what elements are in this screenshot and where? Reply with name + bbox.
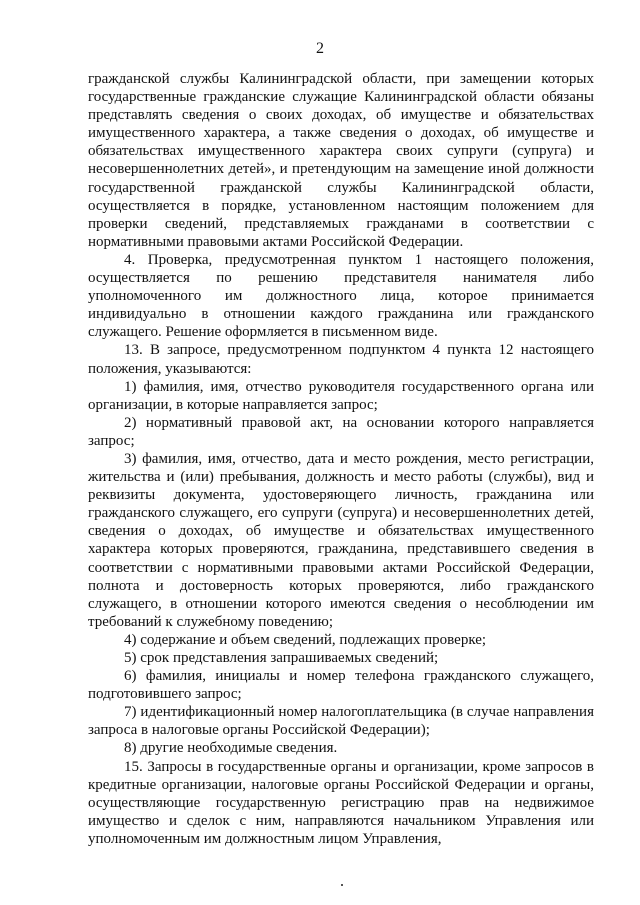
- subitem-7: 7) идентификационный номер налогоплательщика (в случае направления запроса в налоговые органы Российской Федерации);: [88, 704, 594, 739]
- paragraph-item-13: 13. В запросе, предусмотренном подпунктом 4 пункта 12 настоящего положения, указываются:: [88, 342, 594, 377]
- paragraph-continuation: гражданской службы Калининградской области, при замещении которых государственные гражданские служащие Калининградской области обязаны представлять сведения о своих доходах, об имуществе и обязательствах имущественного характера, а также сведения о доходах, об имуществе и обязательствах имущественного характера своих супруги (супруга) и несовершеннолетних детей», и претендующим на замещение иной должности государственной гражданской службы Калининградской области, осуществляется в порядке, установленном настоящим положением для проверки сведений, представляемых гражданами в соответствии с нормативными правовыми актами Российской Федерации.: [88, 71, 594, 250]
- subitem-5: 5) срок представления запрашиваемых сведений;: [124, 650, 439, 666]
- page-number: 2: [316, 40, 324, 57]
- subitem-2: 2) нормативный правовой акт, на основании которого направляется запрос;: [88, 414, 594, 449]
- subitem-4: 4) содержание и объем сведений, подлежащих проверке;: [124, 631, 487, 648]
- subitem-3: 3) фамилия, имя, отчество, дата и место рождения, место регистрации, жительства и (или) пребывания, должность и место работы (службы), вид и реквизиты документа, удостоверяющего личность, гражданина или гражданского служащего, его супруги (супруга) и несовершеннолетних детей, сведения о доходах, об имуществе и обязательствах имущественного характера которых проверяются, гражданина, представившего сведения в соответствии с нормативными правовыми актами Российской Федерации, полнота и достоверность которых проверяются, либо гражданского служащего, в отношении которого имеются сведения о несоблюдении им требований к служебному поведению;: [88, 450, 594, 630]
- subitem-6: 6) фамилия, инициалы и номер телефона гражданского служащего, подготовившего запрос;: [88, 668, 594, 703]
- scan-speck: [341, 884, 343, 886]
- subitem-1: 1) фамилия, имя, отчество руководителя государственного органа или организации, в которые направляется запрос;: [88, 378, 594, 413]
- document-body: [88, 70, 594, 848]
- paragraph-item-15: 15. Запросы в государственные органы и организации, кроме запросов в кредитные организации, налоговые органы Российской Федерации и органы, осуществляющие государственную регистрацию прав на недвижимое имущество и сделок с ним, направляются начальником Управления или уполномоченным им должностным лицом Управления,: [88, 758, 594, 847]
- paragraph-item-4: 4. Проверка, предусмотренная пунктом 1 настоящего положения, осуществляется по решению представителя нанимателя либо уполномоченного им должностного лица, которое принимается индивидуально в отношении каждого гражданина или гражданского служащего. Решение оформляется в письменном виде.: [88, 251, 594, 341]
- subitem-8: 8) другие необходимые сведения.: [124, 740, 338, 757]
